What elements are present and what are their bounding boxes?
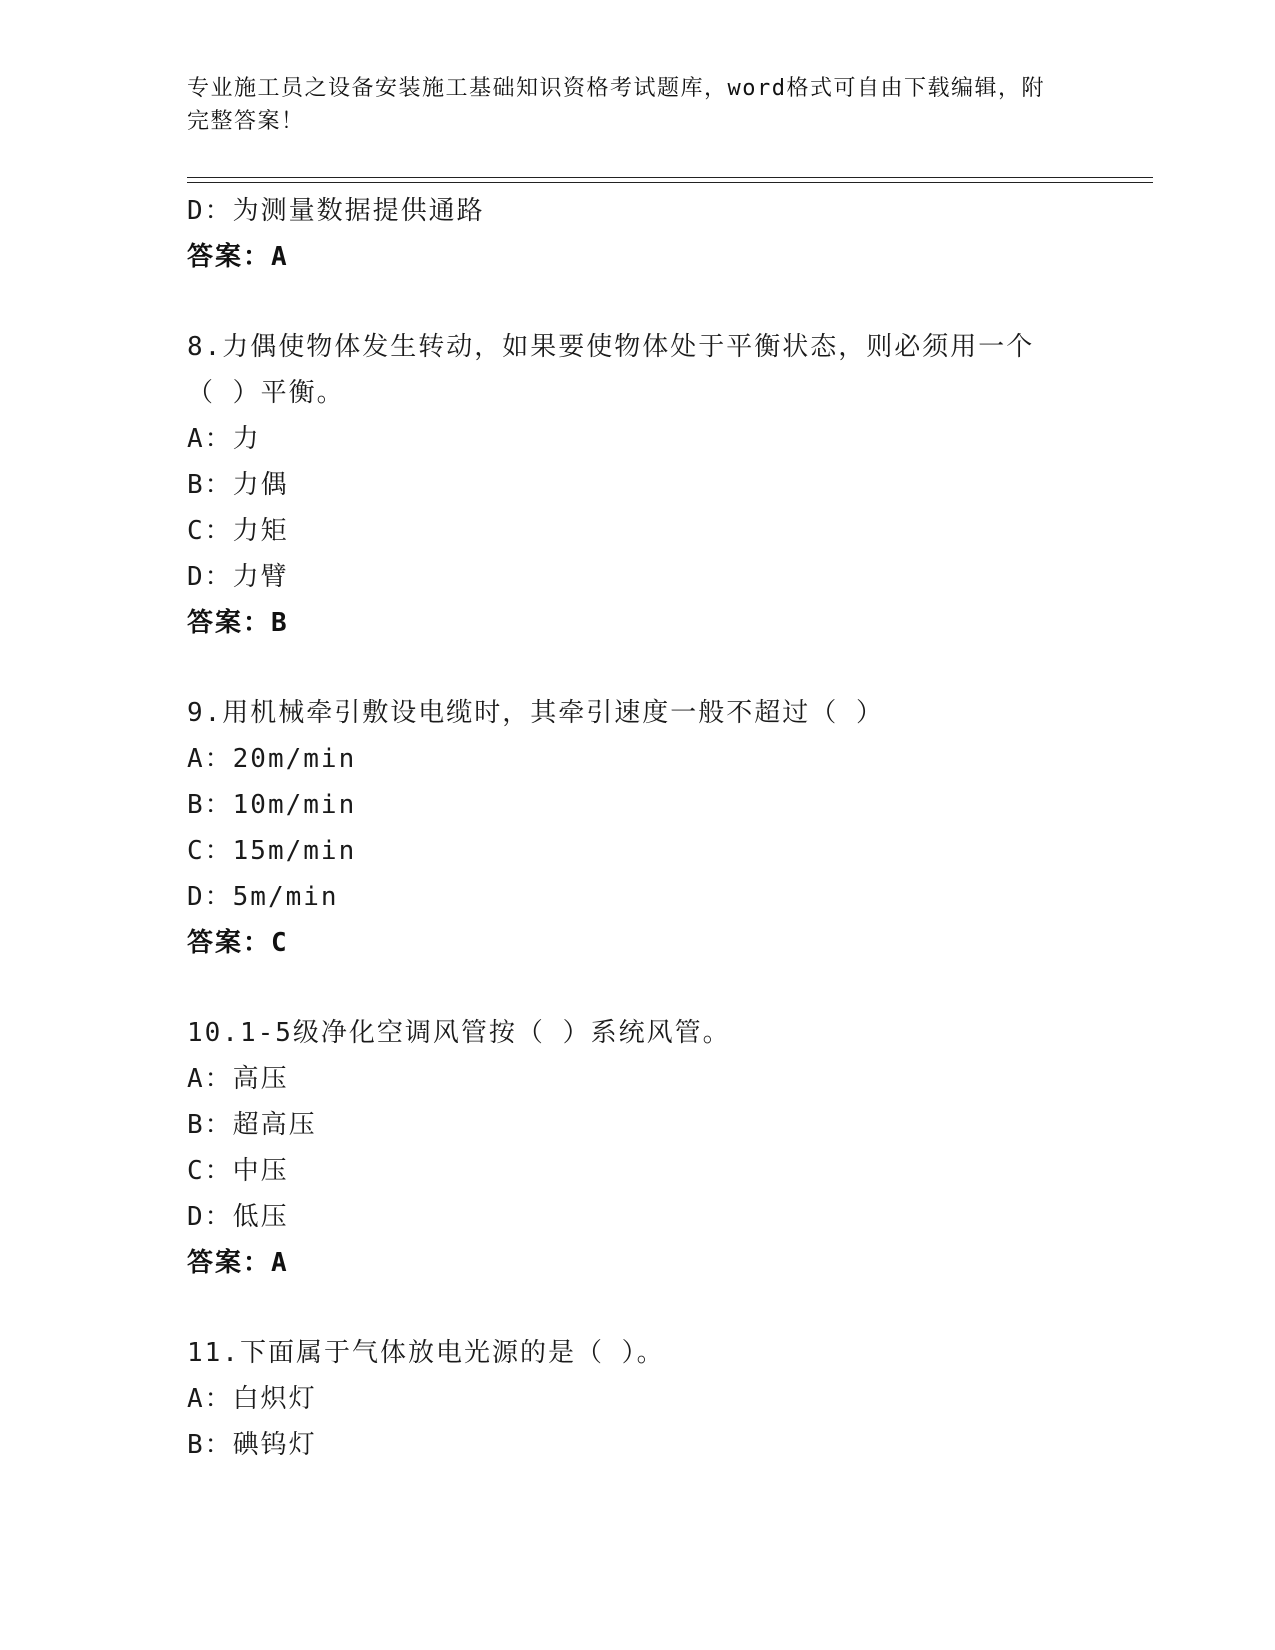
prev-option-d: D：为测量数据提供通路 [187,196,485,226]
answer: 答案：A [187,1248,289,1278]
option-b: B：10m/min [187,790,357,820]
question-stem: 8.力偶使物体发生转动，如果要使物体处于平衡状态，则必须用一个（ ）平衡。 [187,332,1035,408]
document-header: 专业施工员之设备安装施工基础知识资格考试题库，word格式可自由下载编辑，附完整答案！ [187,76,1045,134]
question-8 [187,324,1147,646]
option-c: C：力矩 [187,516,289,546]
option-d: D：5m/min [187,882,339,912]
answer: 答案：B [187,608,289,638]
answer: 答案：C [187,928,289,958]
option-c: C：15m/min [187,836,357,866]
header-divider-top [187,177,1153,178]
header-divider-bottom [187,182,1153,183]
spacer [187,646,1147,690]
spacer [187,280,1147,324]
option-a: A：高压 [187,1064,289,1094]
option-d: D：低压 [187,1202,289,1232]
spacer [187,1286,1147,1330]
option-b: B：力偶 [187,470,289,500]
option-c: C：中压 [187,1156,289,1186]
question-stem: 10.1-5级净化空调风管按（ ）系统风管。 [187,1018,731,1048]
question-stem: 9.用机械牵引敷设电缆时，其牵引速度一般不超过（ ） [187,698,884,728]
question-list [187,188,1147,1468]
option-a: A：力 [187,424,261,454]
option-a: A：白炽灯 [187,1384,317,1414]
question-9 [187,690,1147,966]
prev-answer: 答案：A [187,242,289,272]
option-d: D：力臂 [187,562,289,592]
question-stem: 11.下面属于气体放电光源的是（ ）。 [187,1338,665,1368]
option-b: B：碘钨灯 [187,1430,317,1460]
option-b: B：超高压 [187,1110,317,1140]
option-a: A：20m/min [187,744,357,774]
question-10 [187,1010,1147,1286]
question-11 [187,1330,1147,1468]
spacer [187,966,1147,1010]
